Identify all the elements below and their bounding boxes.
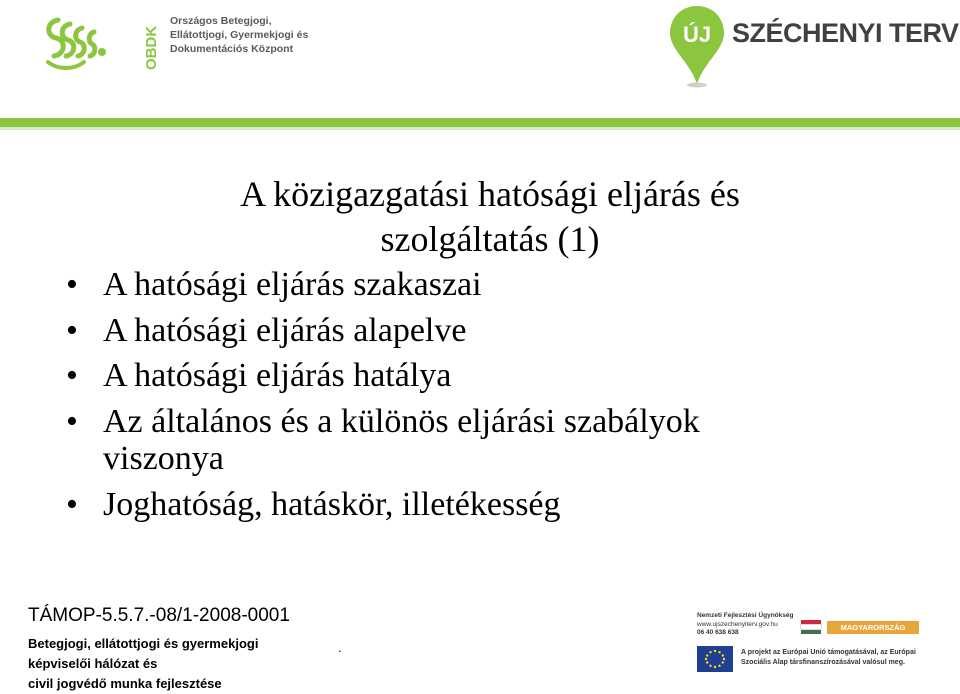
magyarorszag-megujul-badge: MAGYARORSZÁG MEGÚJUL <box>827 621 919 634</box>
eu-funding-statement <box>741 648 916 668</box>
nfu-phone: 06 40 638 638 <box>697 629 739 636</box>
bullet-item: • A hatósági eljárás alapelve <box>66 312 826 350</box>
project-description-line: civil jogvédő munka fejlesztése <box>28 676 222 691</box>
bullet-item: • A hatósági eljárás szakaszai <box>66 266 826 304</box>
title-line: szolgáltatás (1) <box>380 219 600 259</box>
footer-dot: . <box>338 640 342 655</box>
bullet-item: • A hatósági eljárás hatálya <box>66 357 826 395</box>
obdk-paragraph-mark-icon <box>44 12 108 74</box>
location-pin-icon <box>668 4 726 88</box>
bullet-item: • Joghatóság, hatáskör, illetékesség <box>66 486 826 524</box>
project-description-line: képviselői hálózat és <box>28 656 158 671</box>
obdk-abbreviation <box>140 14 162 72</box>
nfu-contact <box>697 612 793 638</box>
eu-funding-line: A projekt az Európai Unió támogatásával, az Európai <box>741 649 916 656</box>
header-divider-shadow <box>0 127 960 130</box>
nfu-agency: Nemzeti Fejlesztési Ügynökség <box>697 612 794 619</box>
obdk-line: Országos Betegjogi, <box>170 15 272 27</box>
project-code: TÁMOP-5.5.7.-08/1-2008-0001 <box>28 605 290 626</box>
title-line: A közigazgatási hatósági eljárás és <box>240 174 740 214</box>
obdk-line: Dokumentációs Központ <box>170 43 294 55</box>
svg-text:ÚJ: ÚJ <box>682 22 712 47</box>
bullet-item: • Az általános és a különös eljárási szabályok viszonya <box>66 403 826 478</box>
funding-logo-box <box>683 604 933 682</box>
nfu-website: www.ujszechenyiterv.gov.hu <box>697 620 778 628</box>
hungarian-flag-icon <box>801 620 821 634</box>
obdk-line: Ellátottjogi, Gyermekjogi és <box>170 29 309 41</box>
szechenyi-terv-logo <box>668 4 959 88</box>
project-description-line: Betegjogi, ellátottjogi és gyermekjogi <box>28 636 259 651</box>
svg-text:OBDK: OBDK <box>143 25 160 70</box>
eu-funding-line: Szociális Alap társfinanszírozásával valósul meg. <box>741 659 905 666</box>
szechenyi-terv-name: SZÉCHENYI TERV <box>732 18 959 48</box>
obdk-logo <box>44 10 309 74</box>
project-description <box>28 634 258 694</box>
obdk-organization-name <box>170 14 308 56</box>
bullet-list <box>66 266 826 531</box>
header-divider <box>0 118 960 127</box>
eu-flag-icon <box>697 646 733 672</box>
slide-title <box>150 172 830 262</box>
